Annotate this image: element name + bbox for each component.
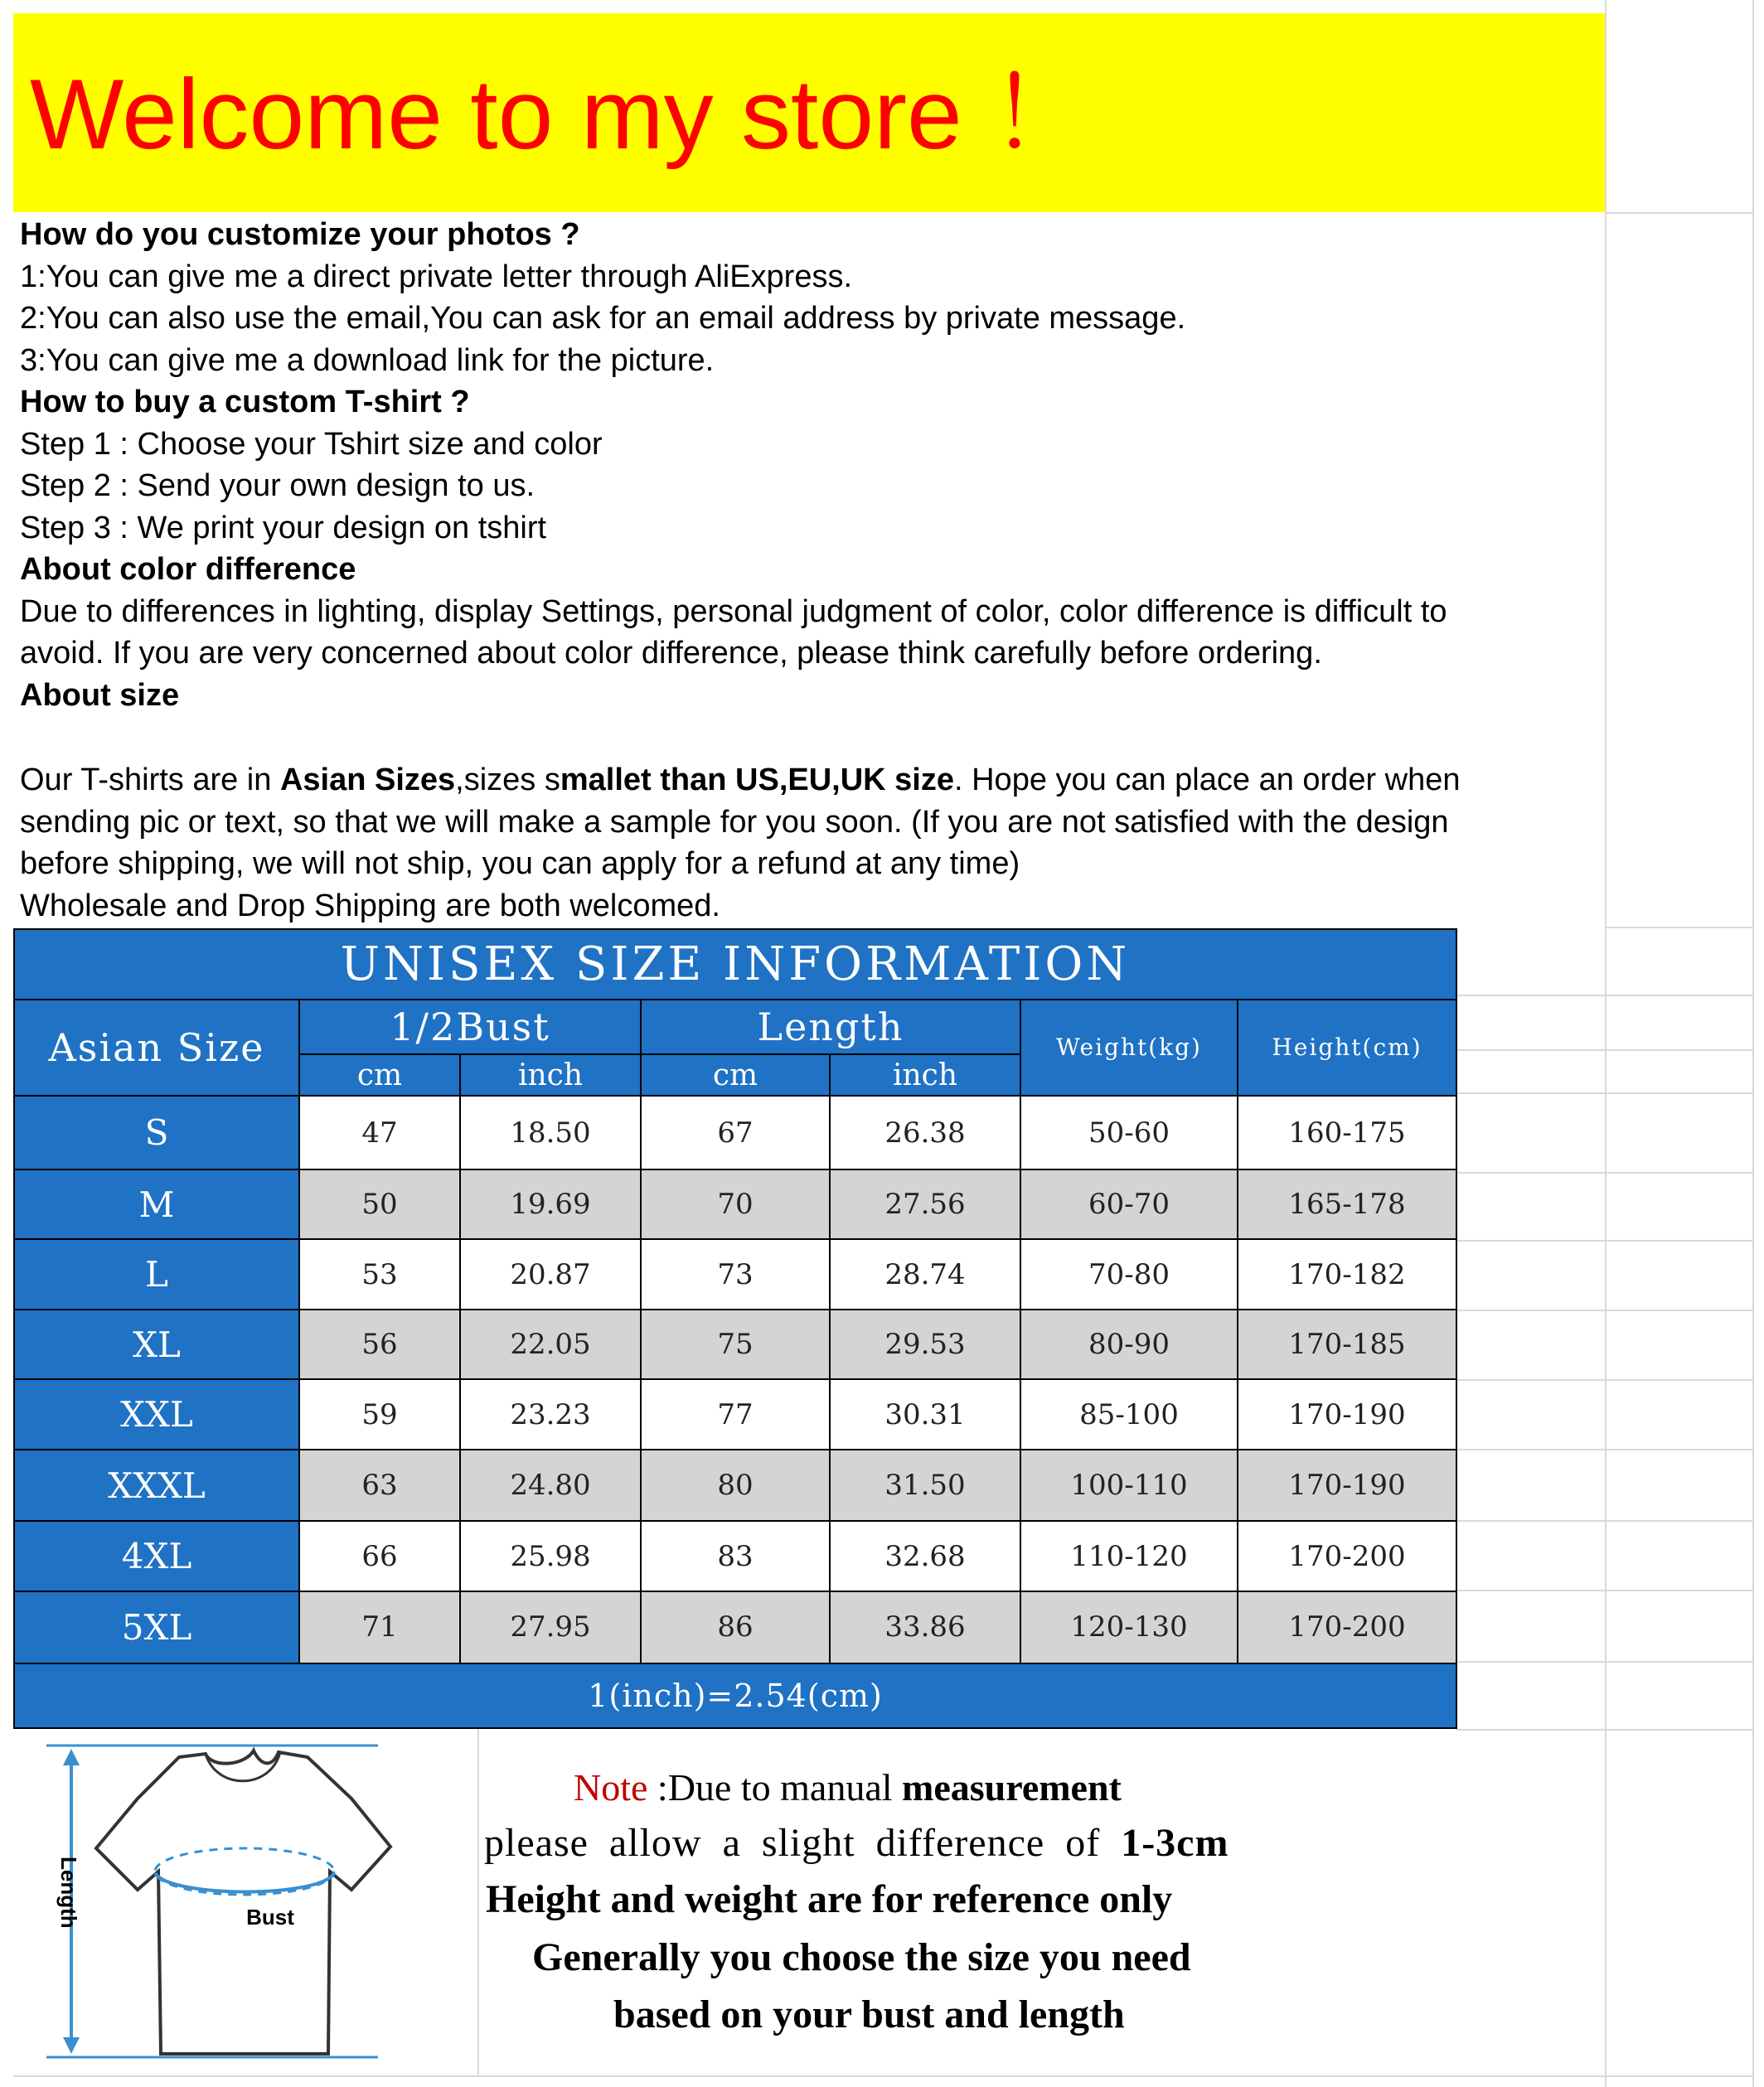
grid-line (1456, 1449, 1752, 1450)
table-row (14, 1591, 1456, 1663)
wholesale-text: Wholesale and Drop Shipping are both welcomed. (20, 888, 720, 923)
bust-inch-cell: 20.87 (460, 1239, 641, 1310)
grid-line (1456, 1049, 1752, 1051)
grid-line (1456, 1172, 1752, 1174)
unit-length-inch: inch (830, 1054, 1020, 1096)
size-text-2: sending pic or text, so that we will make a sample for you soon. (If you are not satisfied with the design (20, 804, 1449, 840)
size-text-1a: Our T-shirts are in (20, 763, 280, 797)
size-text-1e: . Hope you can place an order when (954, 763, 1461, 797)
note-line-4: Generally you choose the size you need (532, 1935, 1191, 1979)
length-cm-cell: 86 (641, 1591, 830, 1663)
bust-cm-cell: 53 (299, 1239, 460, 1310)
note-line-1 (574, 1765, 1122, 1809)
bust-inch-cell: 24.80 (460, 1450, 641, 1522)
length-inch-cell: 33.86 (830, 1591, 1020, 1663)
buy-step-2: Step 2 : Send your own design to us. (20, 468, 536, 503)
weight-cell: 70-80 (1020, 1239, 1238, 1310)
length-cm-cell: 83 (641, 1521, 830, 1591)
bust-inch-cell: 19.69 (460, 1169, 641, 1240)
heading-size: About size (20, 677, 180, 713)
customize-option-2: 2:You can also use the email,You can ask for an email address by private message. (20, 301, 1186, 336)
size-label: S (14, 1096, 299, 1169)
size-label: 5XL (14, 1591, 299, 1663)
unit-bust-inch: inch (460, 1054, 641, 1096)
grid-line (1456, 1520, 1752, 1522)
size-text-3: before shipping, we will not ship, you can apply for a refund at any time) (20, 846, 1020, 881)
size-label: 4XL (14, 1521, 299, 1591)
weight-cell: 85-100 (1020, 1379, 1238, 1450)
grid-line (1605, 0, 1606, 2087)
length-inch-cell: 26.38 (830, 1096, 1020, 1169)
bust-inch-cell: 25.98 (460, 1521, 641, 1591)
table-row (14, 1169, 1456, 1240)
bust-inch-cell: 18.50 (460, 1096, 641, 1169)
length-cm-cell: 75 (641, 1310, 830, 1380)
table-row (14, 1096, 1456, 1169)
size-label: L (14, 1239, 299, 1310)
weight-cell: 100-110 (1020, 1450, 1238, 1522)
length-cm-cell: 73 (641, 1239, 830, 1310)
table-row (14, 1450, 1456, 1522)
length-cm-cell: 70 (641, 1169, 830, 1240)
bust-inch-cell: 22.05 (460, 1310, 641, 1380)
size-text-1 (20, 759, 1595, 801)
customize-option-1: 1:You can give me a direct private letter through AliExpress. (20, 259, 853, 294)
height-cell: 170-200 (1238, 1521, 1456, 1591)
arrow-up-icon (63, 1749, 80, 1765)
size-table (13, 928, 1457, 1729)
heading-color: About color difference (20, 552, 356, 587)
col-bust: 1/2Bust (299, 1000, 641, 1054)
bust-inch-cell: 27.95 (460, 1591, 641, 1663)
weight-cell: 50-60 (1020, 1096, 1238, 1169)
grid-line (1456, 1379, 1752, 1381)
length-cm-cell: 77 (641, 1379, 830, 1450)
col-asian-size: Asian Size (14, 1000, 299, 1097)
grid-line (1752, 0, 1754, 2087)
weight-cell: 80-90 (1020, 1310, 1238, 1380)
note-line-3: Height and weight are for reference only (486, 1877, 1173, 1921)
length-label: Length (56, 1857, 81, 1929)
bust-cm-cell: 63 (299, 1450, 460, 1522)
buy-step-1: Step 1 : Choose your Tshirt size and color (20, 426, 603, 462)
grid-line (1456, 1590, 1752, 1591)
height-cell: 170-190 (1238, 1379, 1456, 1450)
col-weight: Weight(kg) (1020, 1000, 1238, 1097)
grid-line (1456, 1310, 1752, 1311)
height-cell: 160-175 (1238, 1096, 1456, 1169)
bust-inch-cell: 23.23 (460, 1379, 641, 1450)
grid-line (1456, 1729, 1752, 1731)
table-title: UNISEX SIZE INFORMATION (14, 929, 1456, 1000)
size-label: XXL (14, 1379, 299, 1450)
note-line-1b: measurement (902, 1766, 1122, 1809)
weight-cell: 120-130 (1020, 1591, 1238, 1663)
tshirt-diagram-svg (13, 1732, 477, 2080)
height-cell: 170-190 (1238, 1450, 1456, 1522)
bust-label: Bust (246, 1905, 294, 1930)
col-height: Height(cm) (1238, 1000, 1456, 1097)
size-text-1b: Asian Sizes (279, 763, 456, 797)
bust-cm-cell: 59 (299, 1379, 460, 1450)
length-cm-cell: 80 (641, 1450, 830, 1522)
note-line-2a: please allow a slight difference of (484, 1821, 1122, 1865)
note-line-1a: :Due to manual (647, 1766, 903, 1809)
table-row (14, 1379, 1456, 1450)
heading-customize: How do you customize your photos ? (20, 217, 580, 252)
grid-line (1456, 1092, 1752, 1094)
note-line-2 (484, 1820, 1228, 1866)
grid-line (1605, 927, 1752, 928)
length-inch-cell: 32.68 (830, 1521, 1020, 1591)
banner-title: Welcome to my store ！ (30, 59, 1090, 170)
table-row (14, 1310, 1456, 1380)
note-line-2b: 1-3cm (1121, 1821, 1229, 1865)
length-cm-cell: 67 (641, 1096, 830, 1169)
tshirt-shape (96, 1750, 390, 2054)
size-label: XXXL (14, 1450, 299, 1522)
table-row (14, 1239, 1456, 1310)
bust-cm-cell: 66 (299, 1521, 460, 1591)
size-label: XL (14, 1310, 299, 1380)
length-inch-cell: 31.50 (830, 1450, 1020, 1522)
size-label: M (14, 1169, 299, 1240)
heading-buy: How to buy a custom T-shirt ? (20, 385, 470, 419)
color-text-2: avoid. If you are very concerned about color difference, please think carefully before ordering. (20, 636, 1322, 671)
size-text-1d: mallet than US,EU,UK size (560, 763, 954, 797)
height-cell: 170-185 (1238, 1310, 1456, 1380)
unit-bust-cm: cm (299, 1054, 460, 1096)
bust-cm-cell: 56 (299, 1310, 460, 1380)
tshirt-diagram (13, 1732, 477, 2080)
note-word: Note (574, 1766, 648, 1809)
length-inch-cell: 28.74 (830, 1239, 1020, 1310)
grid-line (1605, 212, 1752, 214)
weight-cell: 110-120 (1020, 1521, 1238, 1591)
height-cell: 165-178 (1238, 1169, 1456, 1240)
table-row (14, 1521, 1456, 1591)
welcome-banner (13, 13, 1605, 212)
length-inch-cell: 30.31 (830, 1379, 1020, 1450)
customize-option-3: 3:You can give me a download link for the picture. (20, 342, 715, 378)
conversion-note: 1(inch)=2.54(cm) (14, 1663, 1456, 1729)
col-length: Length (641, 1000, 1020, 1054)
unit-length-cm: cm (641, 1054, 830, 1096)
grid-line (1456, 1661, 1752, 1663)
grid-line (1456, 1240, 1752, 1242)
bust-cm-cell: 71 (299, 1591, 460, 1663)
grid-line (477, 1729, 479, 2077)
note-line-5: based on your bust and length (613, 1993, 1125, 2036)
bust-cm-cell: 50 (299, 1169, 460, 1240)
arrow-down-icon (63, 2037, 80, 2054)
bust-cm-cell: 47 (299, 1096, 460, 1169)
store-info (20, 214, 1595, 927)
buy-step-3: Step 3 : We print your design on tshirt (20, 510, 547, 545)
size-text-1c: ,sizes s (455, 763, 560, 797)
height-cell: 170-200 (1238, 1591, 1456, 1663)
spacer (20, 716, 1595, 759)
height-cell: 170-182 (1238, 1239, 1456, 1310)
color-text-1: Due to differences in lighting, display Settings, personal judgment of color, color difference is difficult to (20, 593, 1447, 629)
length-inch-cell: 29.53 (830, 1310, 1020, 1380)
grid-line (1456, 995, 1752, 996)
length-inch-cell: 27.56 (830, 1169, 1020, 1240)
weight-cell: 60-70 (1020, 1169, 1238, 1240)
